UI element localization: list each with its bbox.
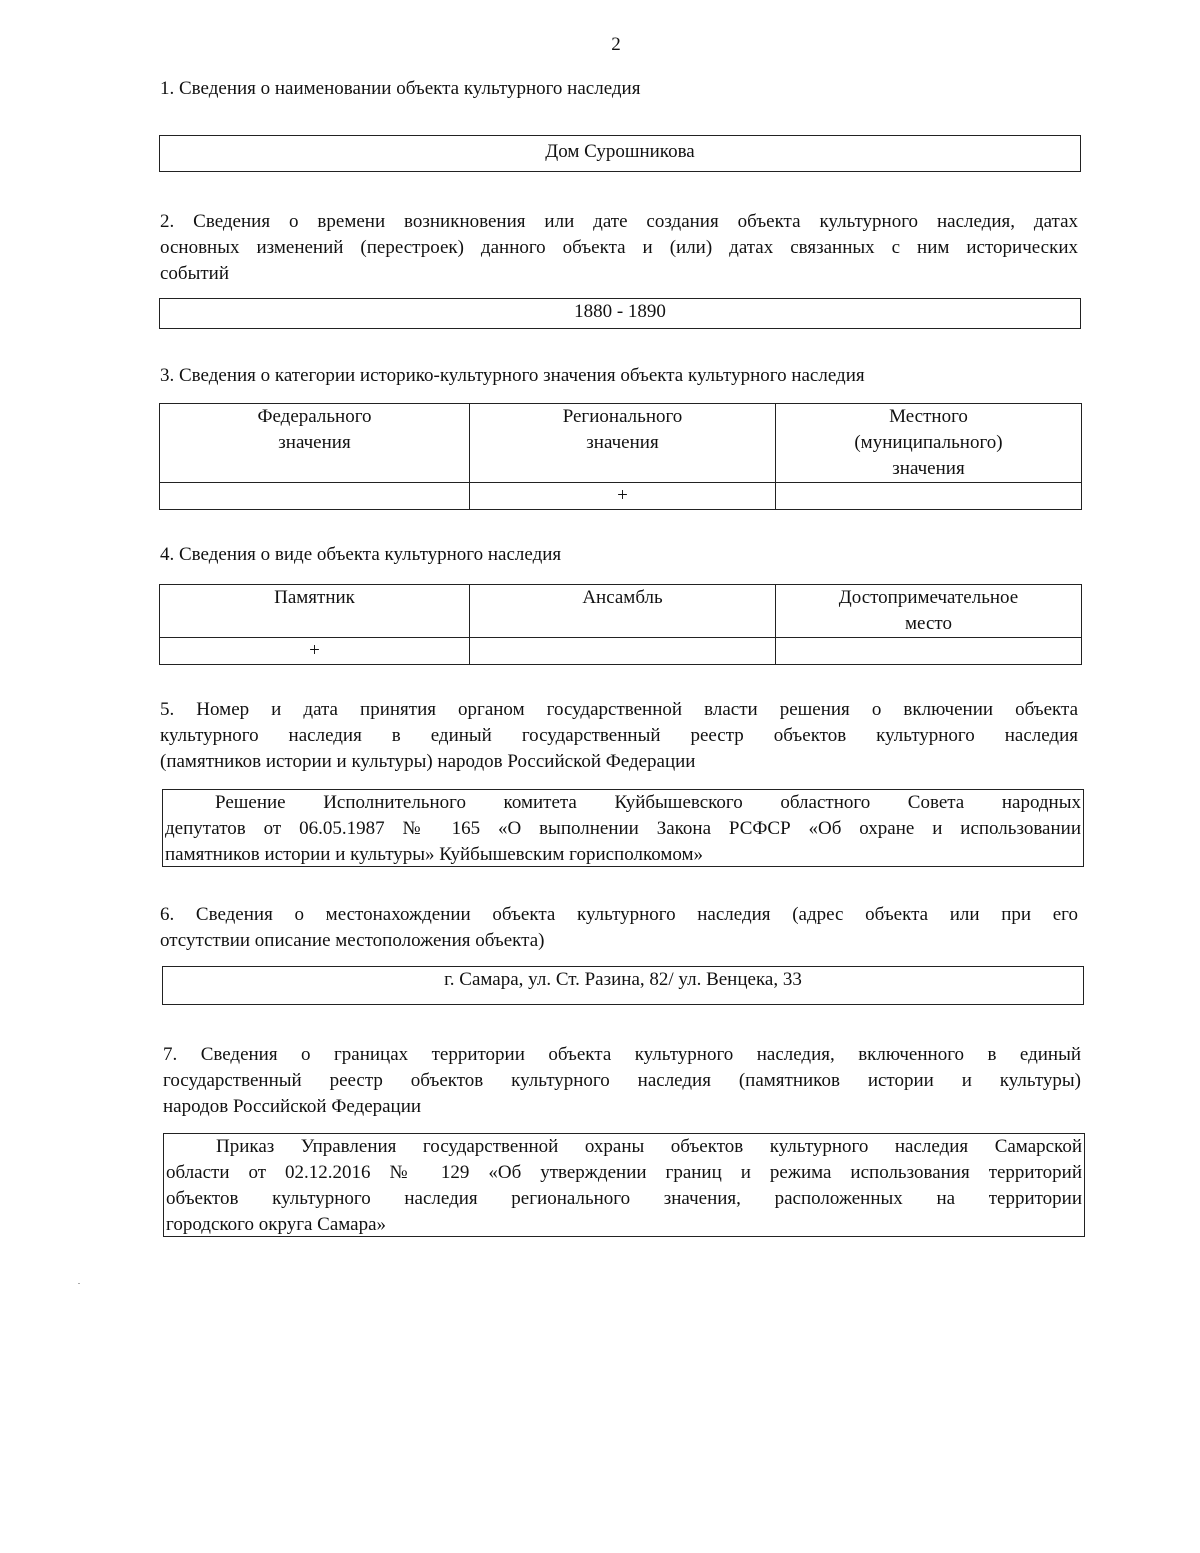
section6-value-box (162, 966, 1084, 1005)
section5-value-box (162, 789, 1084, 867)
section2-heading (160, 209, 1078, 287)
creation-date: 1880 - 1890 (574, 301, 666, 322)
object-name: Дом Сурошникова (545, 141, 695, 162)
header-line: Ансамбль (582, 587, 663, 608)
order-line: Приказ Управления государственной охраны объектов культурного наследия Самарской (216, 1136, 1082, 1157)
section1-value-box (159, 135, 1081, 172)
mark-cell (776, 638, 1082, 665)
section2-value-box (159, 298, 1081, 329)
section6-heading-line: отсутствии описание местоположения объекта) (160, 930, 545, 951)
decision-line: памятников истории и культуры» Куйбышевским горисполкомом» (165, 844, 704, 865)
header-line: Местного (889, 406, 968, 427)
column-regional (470, 404, 776, 483)
section5-heading-line: (памятников истории и культуры) народов Российской Федерации (160, 751, 696, 772)
header-line: место (905, 613, 952, 634)
section7-heading-line: государственный реестр объектов культурного наследия (памятников истории и культуры) (163, 1070, 1081, 1091)
mark-cell (776, 483, 1082, 510)
order-line: городского округа Самара» (166, 1214, 387, 1235)
header-line: (муниципального) (854, 432, 1003, 453)
section4-table (159, 584, 1082, 665)
object-address: г. Самара, ул. Ст. Разина, 82/ ул. Венцека, 33 (444, 969, 802, 990)
header-line: Регионального (562, 406, 683, 427)
header-line: значения (892, 458, 965, 479)
table-header-row (160, 404, 1082, 483)
header-line: Достопримечательное (838, 587, 1019, 608)
section7-heading-line: 7. Сведения о границах территории объекта культурного наследия, включенного в единый (163, 1044, 1081, 1065)
section4-heading: 4. Сведения о виде объекта культурного наследия (160, 544, 562, 565)
order-line: объектов культурного наследия регионального значения, расположенных на территории (166, 1188, 1082, 1209)
column-federal (160, 404, 470, 483)
section7-heading-line: народов Российской Федерации (163, 1096, 422, 1117)
column-monument (160, 585, 470, 638)
section5-heading-line: 5. Номер и дата принятия органом государственной власти решения о включении объекта (160, 699, 1078, 720)
section7-heading (163, 1042, 1081, 1120)
mark-cell: + (160, 638, 470, 665)
table-row (160, 483, 1082, 510)
decision-line: Решение Исполнительного комитета Куйбышевского областного Совета народных (215, 792, 1081, 813)
header-line: Федерального (257, 406, 372, 427)
section7-value-box (163, 1133, 1085, 1237)
section5-heading-line: культурного наследия в единый государственный реестр объектов культурного наследия (160, 725, 1078, 746)
section2-heading-line: 2. Сведения о времени возникновения или дате создания объекта культурного наследия, датах (160, 211, 1078, 232)
section2-heading-line: основных изменений (перестроек) данного объекта и (или) датах связанных с ним исторических (160, 237, 1078, 258)
section3-table (159, 403, 1082, 510)
mark-cell (470, 638, 776, 665)
header-line: Памятник (274, 587, 355, 608)
section5-heading (160, 697, 1078, 775)
mark-cell: + (470, 483, 776, 510)
column-local (776, 404, 1082, 483)
table-header-row (160, 585, 1082, 638)
section2-heading-line: событий (160, 263, 230, 284)
section3-heading: 3. Сведения о категории историко-культурного значения объекта культурного наследия (160, 365, 865, 386)
column-ensemble (470, 585, 776, 638)
scan-speck (78, 1283, 80, 1284)
page-number: 2 (611, 34, 621, 55)
section6-heading (160, 902, 1078, 954)
table-row (160, 638, 1082, 665)
section6-heading-line: 6. Сведения о местонахождении объекта культурного наследия (адрес объекта или при его (160, 904, 1078, 925)
mark-cell (160, 483, 470, 510)
section1-heading: 1. Сведения о наименовании объекта культурного наследия (160, 78, 641, 99)
column-landmark (776, 585, 1082, 638)
decision-line: депутатов от 06.05.1987 № 165 «О выполнении Закона РСФСР «Об охране и использовании (165, 818, 1081, 839)
order-line: области от 02.12.2016 № 129 «Об утверждении границ и режима использования территорий (166, 1162, 1082, 1183)
header-line: значения (586, 432, 659, 453)
header-line: значения (278, 432, 351, 453)
